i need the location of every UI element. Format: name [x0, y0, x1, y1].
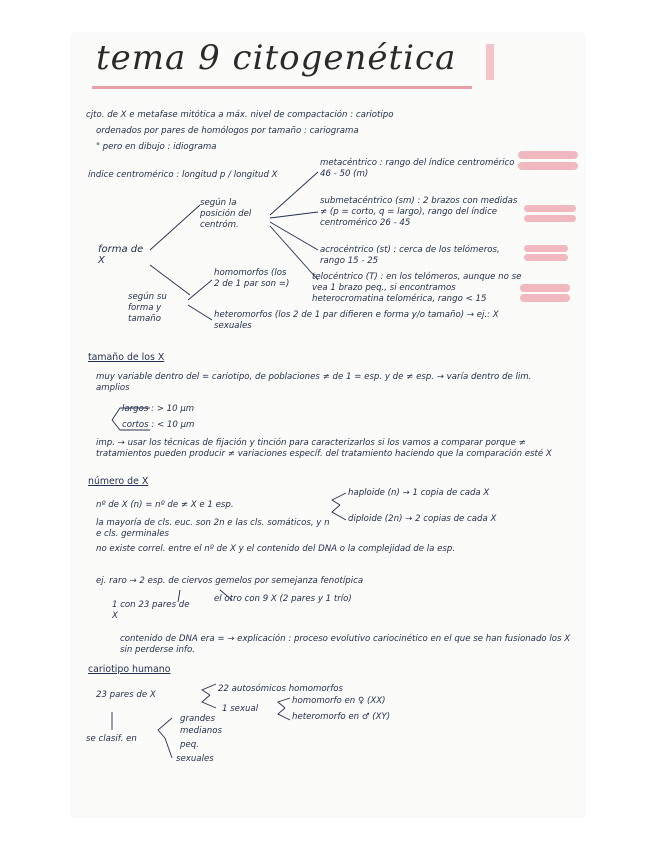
note-sexual: 1 sexual — [222, 704, 259, 714]
note-acrocentrico: acrocéntrico (st) : cerca de los telómeros, rango 15 - 25 — [320, 245, 500, 266]
note-idiograma: " pero en dibujo : idiograma — [96, 142, 217, 152]
note-heteromorfos: heteromorfos (los 2 de 1 par difieren e forma y/o tamaño) → ej.: X sexuales — [214, 310, 499, 331]
note-clasif: se clasif. en — [86, 734, 137, 744]
note-indice: índice centromérico : longitud p / longitud X — [88, 170, 278, 180]
note-metacentrico: metacéntrico : rango del índice centromérico 46 - 50 (m) — [320, 158, 515, 179]
note-numero-3: no existe correl. entre el nº de X y el contenido del DNA o la complejidad de la esp. — [96, 544, 456, 554]
heading-numero: número de X — [88, 476, 149, 487]
note-segun-posicion: según la posición del centróm. — [200, 198, 252, 230]
note-imp: imp. → usar los técnicas de fijación y tinción para caracterizarlos si los vamos a comparar porque ≠ tratamientos pueden producir ≠ variaciones específ. del tratamiento haciendo que la comparación esté X — [96, 438, 552, 459]
note-segun-forma: según su forma y tamaño — [128, 292, 167, 324]
note-peq: peq. — [180, 740, 199, 750]
note-diploide: diploide (2n) → 2 copias de cada X — [348, 514, 497, 524]
note-tamano-1: muy variable dentro del = cariotipo, de poblaciones ≠ de 1 = esp. y de ≠ esp. → varía dentro de lim. amplios — [96, 372, 532, 393]
note-heteromorfo: heteromorfo en ♂ (XY) — [292, 712, 391, 722]
heading-tamano: tamaño de los X — [88, 352, 165, 363]
note-numero-5: contenido de DNA era = → explicación : proceso evolutivo cariocinético en el que se han fusionado los X sin perderse info. — [120, 634, 571, 655]
page-title: tema 9 citogenética — [96, 38, 457, 78]
note-numero-4: ej. raro → 2 esp. de ciervos gemelos por semejanza fenotípica — [96, 576, 364, 586]
note-ciervo-1: 1 con 23 pares de X — [112, 600, 190, 621]
note-cariograma: ordenados por pares de homólogos por tamaño : cariograma — [96, 126, 359, 136]
note-forma: forma de X — [98, 244, 144, 266]
note-homomorfo: homomorfo en ♀ (XX) — [292, 696, 386, 706]
note-haploide: haploide (n) → 1 copia de cada X — [348, 488, 490, 498]
note-grandes: grandes — [180, 714, 215, 724]
note-submetacentrico: submetacéntrico (sm) : 2 brazos con medidas ≠ (p = corto, q = largo), rango del índice centromérico 26 - 45 — [320, 196, 518, 228]
note-telocentrico: telocéntrico (T) : en los telómeros, aunque no se vea 1 brazo peq., si encontramos heterocromatina telomérica, rango < 15 — [312, 272, 522, 304]
heading-humano: cariotipo humano — [88, 664, 171, 675]
note-ciervo-2: el otro con 9 X (2 pares y 1 trío) — [214, 594, 352, 604]
note-homomorfos: homomorfos (los 2 de 1 par son =) — [214, 268, 290, 289]
note-numero-2: la mayoría de cls. euc. son 2n e las cls. somáticos, y n e cls. germinales — [96, 518, 330, 539]
note-autosomicos: 22 autosómicos homomorfos — [218, 684, 343, 694]
note-pares: 23 pares de X — [96, 690, 156, 700]
note-cariotipo: cjto. de X e metafase mitótica a máx. nivel de compactación : cariotipo — [86, 110, 394, 120]
note-cortos: cortos : < 10 µm — [122, 420, 195, 430]
note-sexuales: sexuales — [176, 754, 214, 764]
note-medianos: medianos — [180, 726, 222, 736]
note-numero-1: nº de X (n) = nº de ≠ X e 1 esp. — [96, 500, 234, 510]
note-largos: largos : > 10 µm — [122, 404, 195, 414]
